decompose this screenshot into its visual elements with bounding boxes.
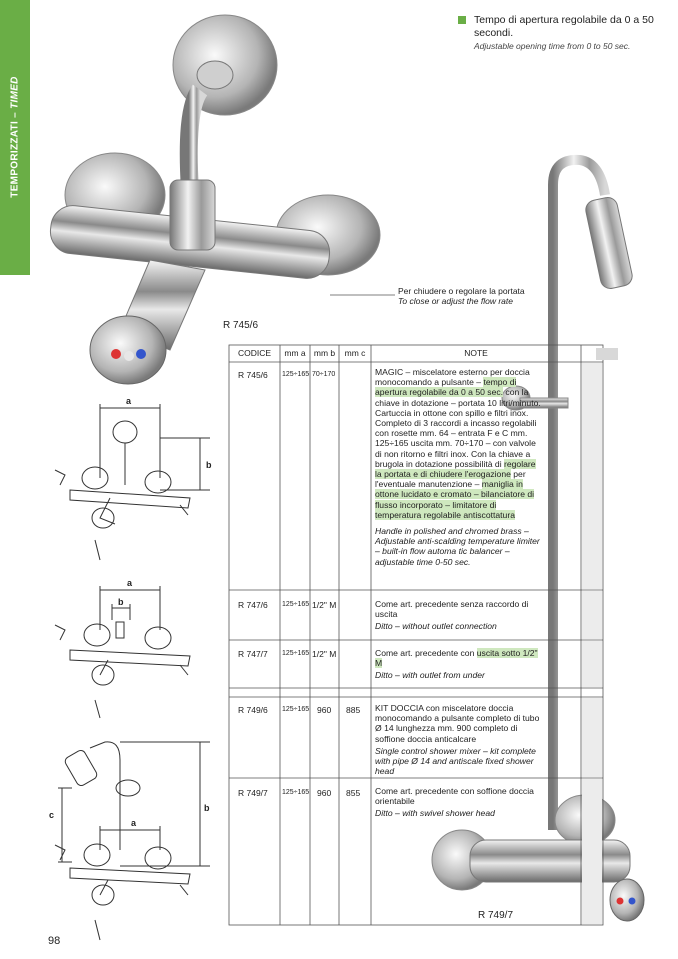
page-number: 98 bbox=[48, 935, 61, 947]
dim-label-c3: c bbox=[49, 810, 55, 820]
row1-a: 125÷165 bbox=[282, 371, 310, 378]
row2-code: R 747/6 bbox=[238, 600, 268, 610]
dimension-drawing-1 bbox=[55, 404, 210, 560]
row4-code: R 749/6 bbox=[238, 705, 268, 715]
row2-b: 1/2" M bbox=[312, 600, 337, 610]
mixer-photo-r745-6 bbox=[48, 15, 395, 384]
dim-label-b2: b bbox=[118, 597, 124, 607]
row4-b: 960 bbox=[317, 705, 332, 715]
row3-note: Come art. precedente con uscita sotto 1/2" M Ditto – with outlet from under bbox=[375, 648, 538, 681]
feature-note-it: Tempo di apertura regolabile da 0 a 50 secondi. bbox=[474, 14, 654, 39]
row2-a: 125÷165 bbox=[282, 601, 310, 608]
row3-b: 1/2" M bbox=[312, 649, 337, 659]
dimension-drawing-3 bbox=[55, 742, 210, 940]
row4-c: 885 bbox=[346, 705, 361, 715]
dim-label-a2: a bbox=[127, 578, 133, 588]
row4-a: 125÷165 bbox=[282, 706, 310, 713]
spec-table bbox=[229, 345, 603, 925]
col-header-a: mm a bbox=[284, 348, 306, 358]
row1-b: 70÷170 bbox=[312, 371, 336, 378]
col-header-c: mm c bbox=[344, 348, 366, 358]
row5-c: 855 bbox=[346, 788, 361, 798]
row3-code: R 747/7 bbox=[238, 649, 268, 659]
dim-label-b3: b bbox=[204, 803, 210, 813]
feature-note-en: Adjustable opening time from 0 to 50 sec. bbox=[474, 41, 631, 51]
dim-label-b1: b bbox=[206, 460, 212, 470]
row1-code: R 745/6 bbox=[238, 370, 268, 380]
row5-code: R 749/7 bbox=[238, 788, 268, 798]
row1-note: MAGIC – miscelatore esterno per doccia monocomando a pulsante – tempo di apertura regolabile da 0 a 50 sec. con la chiave in dotazione – portata 10 litri/minuto. Cartuccia in ottone con spillo e filtri inox. Completo di 3 raccordi a incasso regolabili con rosette mm. 64 – entrata F e C mm. 125÷165 uscita mm. 70÷170 – con valvole di non ritorno e filtri inox. Con la chiave a brugola in dotazione possibilità di regolare la portata e di chiudere l'erogazione per l'eventuale manutenzione – maniglia in ottone lucidato e cromato – bilanciatore di flusso incorporato – limitatore di temperatura regolabile antiscottatura Handle in polished and chromed brass – Adjustable anti-scalding temperature limiter – built-in flow automa tic balancer – adjustable time 0-50 sec. bbox=[375, 367, 541, 567]
product-label-main: R 745/6 bbox=[223, 320, 259, 331]
row3-a: 125÷165 bbox=[282, 650, 310, 657]
flow-callout-it: Per chiudere o regolare la portata bbox=[398, 286, 525, 296]
row5-a: 125÷165 bbox=[282, 789, 310, 796]
row5-note: Come art. precedente con soffione doccia orientabile Ditto – with swivel shower head bbox=[375, 786, 534, 819]
product-label-kit: R 749/7 bbox=[478, 910, 514, 921]
dim-label-a3: a bbox=[131, 818, 137, 828]
dim-label-a1: a bbox=[126, 396, 132, 406]
flow-callout bbox=[398, 286, 525, 306]
row2-note: Come art. precedente senza raccordo di uscita Ditto – without outlet connection bbox=[375, 599, 529, 632]
section-title: TEMPORIZZATI – TIMED bbox=[9, 76, 21, 198]
row5-b: 960 bbox=[317, 788, 332, 798]
col-header-note: NOTE bbox=[464, 348, 488, 358]
flow-callout-en: To close or adjust the flow rate bbox=[398, 296, 513, 306]
col-header-b: mm b bbox=[313, 348, 336, 358]
row4-note: KIT DOCCIA con miscelatore doccia monocomando a pulsante completo di tubo Ø 14 lunghezza mm. 900 completo di soffione doccia anticalcare Single control shower mixer – kit complete with pipe Ø 14 and antiscale fixed shower head bbox=[375, 703, 540, 777]
col-header-code: CODICE bbox=[237, 348, 272, 358]
